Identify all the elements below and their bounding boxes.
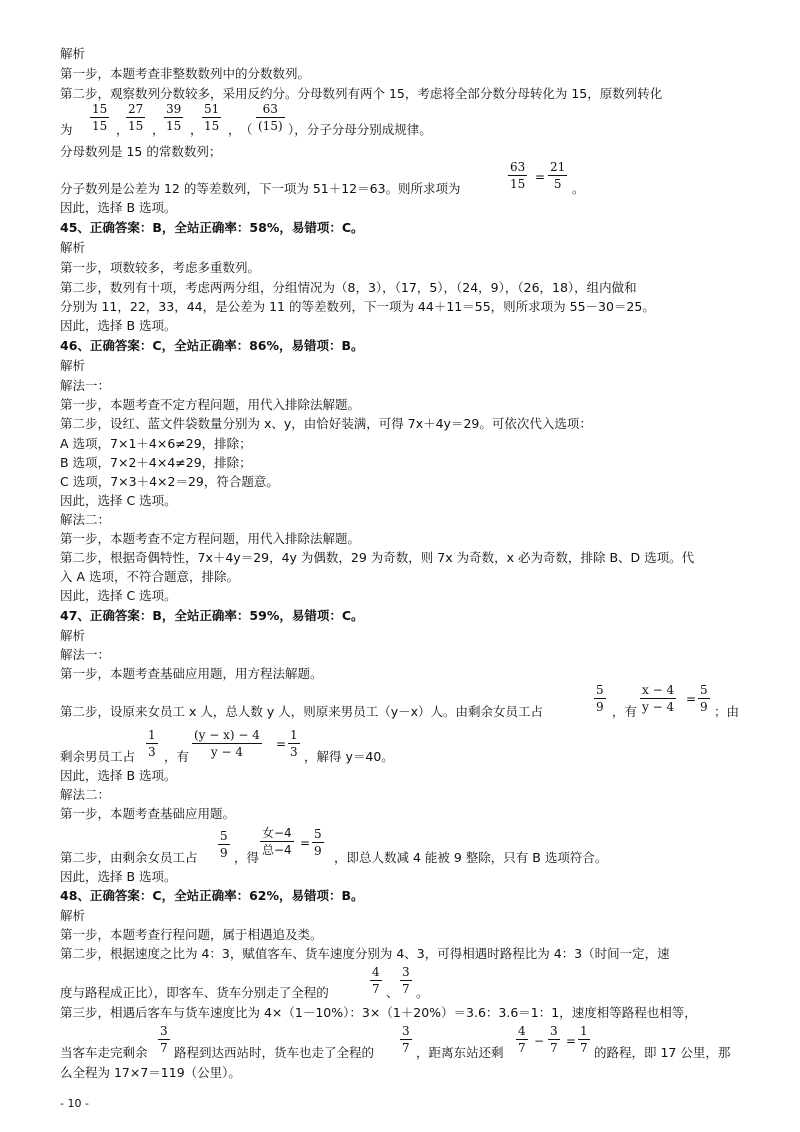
text-line: 第一步，项数较多，考虑多重数列。 bbox=[60, 260, 261, 275]
text-line: 因此，选择 C 选项。 bbox=[60, 493, 177, 508]
text-line: 因此，选择 B 选项。 bbox=[60, 318, 177, 333]
text-line: 第二步，数列有十项，考虑两两分组，分组情况为（8，3），（17，5），（24，9），（26，18），组内做和 bbox=[60, 280, 637, 295]
fraction: 3 7 bbox=[402, 1024, 410, 1055]
text-line: 第二步，根据速度之比为 4：3，赋值客车、货车速度分别为 4、3，可得相遇时路程比为 4：3（时间一定，速 bbox=[60, 946, 670, 961]
text-line: 因此，选择 B 选项。 bbox=[60, 200, 177, 215]
text-fragment: 。 bbox=[416, 985, 429, 1000]
text-line: 第二步，设原来女员工 x 人，总人数 y 人，则原来男员工（y－x）人。由剩余女员工占 bbox=[60, 704, 543, 719]
text-line: 第一步，本题考查基础应用题，用方程法解题。 bbox=[60, 666, 323, 681]
fraction: 63 15 bbox=[510, 160, 526, 191]
equals-sign: = bbox=[276, 737, 287, 751]
text-fragment: 的路程，即 17 公里，那 bbox=[594, 1045, 731, 1060]
text-fragment: ，距离东站还剩 bbox=[416, 1045, 504, 1060]
fraction: 3 7 bbox=[402, 965, 410, 996]
text-line: 么全程为 17×7＝119（公里）。 bbox=[60, 1065, 241, 1080]
fraction: 5 9 bbox=[314, 827, 322, 858]
text-line: 当客车走完剩余 bbox=[60, 1045, 148, 1060]
fraction: 39 15 bbox=[166, 102, 182, 133]
text-line: B 选项，7×2＋4×4≠29，排除； bbox=[60, 455, 252, 470]
text-line: 分别为 11，22，33，44，是公差为 11 的等差数列，下一项为 44＋11＝55，则所求项为 55－30＝25。 bbox=[60, 299, 655, 314]
text-fragment: ，得 bbox=[234, 850, 260, 865]
equals-sign: = bbox=[535, 170, 546, 184]
analysis-label: 解析 bbox=[60, 358, 86, 373]
fraction: 5 9 bbox=[596, 683, 604, 714]
fraction: 4 7 bbox=[518, 1024, 526, 1055]
text-fragment: ，有 bbox=[612, 704, 638, 719]
method-label: 解法二： bbox=[60, 512, 111, 527]
text-line: 第二步，由剩余女员工占 bbox=[60, 850, 198, 865]
text-fragment: ，解得 y＝40。 bbox=[304, 749, 394, 764]
text-line: 第二步，根据奇偶特性，7x＋4y＝29，4y 为偶数，29 为奇数，则 7x 为奇数，x 必为奇数，排除 B、D 选项。代 bbox=[60, 550, 695, 565]
fraction: x − 4 y − 4 bbox=[642, 683, 675, 714]
text-fragment: ；由 bbox=[714, 704, 740, 719]
text-line: 第一步，本题考查基础应用题。 bbox=[60, 806, 236, 821]
method-label: 解法一： bbox=[60, 647, 111, 662]
text-line: 入 A 选项，不符合题意，排除。 bbox=[60, 569, 239, 584]
question-header: 47、正确答案：B，全站正确率：59%，易错项：C。 bbox=[60, 608, 364, 623]
fraction: 1 3 bbox=[148, 728, 156, 759]
fraction: 3 7 bbox=[550, 1024, 558, 1055]
fraction: 1 7 bbox=[580, 1024, 588, 1055]
method-label: 解法二： bbox=[60, 787, 111, 802]
equals-sign: = bbox=[566, 1034, 577, 1048]
question-header: 46、正确答案：C，全站正确率：86%，易错项：B。 bbox=[60, 338, 364, 353]
text-line: 剩余男员工占 bbox=[60, 749, 136, 764]
equals-sign: = bbox=[300, 836, 311, 850]
text-line: 第一步，本题考查非整数数列中的分数数列。 bbox=[60, 66, 311, 81]
minus-sign: − bbox=[534, 1034, 545, 1048]
page-number: - 10 - bbox=[60, 1097, 89, 1110]
period: 。 bbox=[572, 181, 585, 196]
question-header: 45、正确答案：B，全站正确率：58%，易错项：C。 bbox=[60, 220, 364, 235]
text-line: 度与路程成正比），即客车、货车分别走了全程的 bbox=[60, 985, 329, 1000]
question-header: 48、正确答案：C，全站正确率：62%，易错项：B。 bbox=[60, 888, 364, 903]
separator: ， bbox=[228, 122, 241, 137]
text-fragment: ，有 bbox=[164, 749, 190, 764]
text-line: 第二步，设红、蓝文件袋数量分别为 x、y，由恰好装满，可得 7x＋4y＝29。可依次代入选项： bbox=[60, 416, 592, 431]
text-line: 因此，选择 B 选项。 bbox=[60, 768, 177, 783]
fraction: 27 15 bbox=[128, 102, 144, 133]
fraction: 15 15 bbox=[92, 102, 108, 133]
text-line: 因此，选择 B 选项。 bbox=[60, 869, 177, 884]
separator: ， bbox=[116, 122, 129, 137]
fraction: 21 5 bbox=[550, 160, 566, 191]
analysis-label: 解析 bbox=[60, 240, 86, 255]
text-line: 第一步，本题考查不定方程问题，用代入排除法解题。 bbox=[60, 531, 361, 546]
fraction: 女−4 总−4 bbox=[262, 826, 292, 857]
text-line: 为 bbox=[60, 122, 73, 137]
text-line: 第一步，本题考查行程问题，属于相遇追及类。 bbox=[60, 927, 323, 942]
fraction: 4 7 bbox=[372, 965, 380, 996]
analysis-label: 解析 bbox=[60, 46, 86, 61]
fraction: 5 9 bbox=[700, 683, 708, 714]
paren: （ bbox=[240, 122, 253, 137]
text-line: 第二步，观察数列分数较多，采用反约分。分母数列有两个 15，考虑将全部分数分母转化为 15，原数列转化 bbox=[60, 86, 663, 101]
fraction: 5 9 bbox=[220, 829, 228, 860]
separator: ， bbox=[152, 122, 165, 137]
analysis-label: 解析 bbox=[60, 628, 86, 643]
text-line: 分母数列是 15 的常数数列； bbox=[60, 144, 222, 159]
text-fragment: ，即总人数减 4 能被 9 整除，只有 B 选项符合。 bbox=[334, 850, 608, 865]
text-line: ），分子分母分别成规律。 bbox=[288, 122, 432, 137]
separator: ， bbox=[190, 122, 203, 137]
fraction: 51 15 bbox=[204, 102, 220, 133]
text-line: 第一步，本题考查不定方程问题，用代入排除法解题。 bbox=[60, 397, 361, 412]
fraction: (y − x) − 4 y − 4 bbox=[194, 728, 260, 759]
text-line: C 选项，7×3＋4×2＝29，符合题意。 bbox=[60, 474, 279, 489]
text-fragment: 、 bbox=[386, 985, 399, 1000]
fraction: 63 (15) bbox=[258, 102, 283, 133]
fraction: 3 7 bbox=[160, 1024, 168, 1055]
equals-sign: = bbox=[686, 692, 697, 706]
method-label: 解法一： bbox=[60, 378, 111, 393]
text-line: 分子数列是公差为 12 的等差数列，下一项为 51＋12＝63。则所求项为 bbox=[60, 181, 461, 196]
analysis-label: 解析 bbox=[60, 908, 86, 923]
text-line: 第三步，相遇后客车与货车速度比为 4×（1－10%）：3×（1＋20%）＝3.6：3.6＝1：1，速度相等路程也相等， bbox=[60, 1005, 697, 1020]
text-line: A 选项，7×1＋4×6≠29，排除； bbox=[60, 436, 252, 451]
text-line: 因此，选择 C 选项。 bbox=[60, 588, 177, 603]
fraction: 1 3 bbox=[290, 728, 298, 759]
text-fragment: 路程到达西站时，货车也走了全程的 bbox=[174, 1045, 375, 1060]
